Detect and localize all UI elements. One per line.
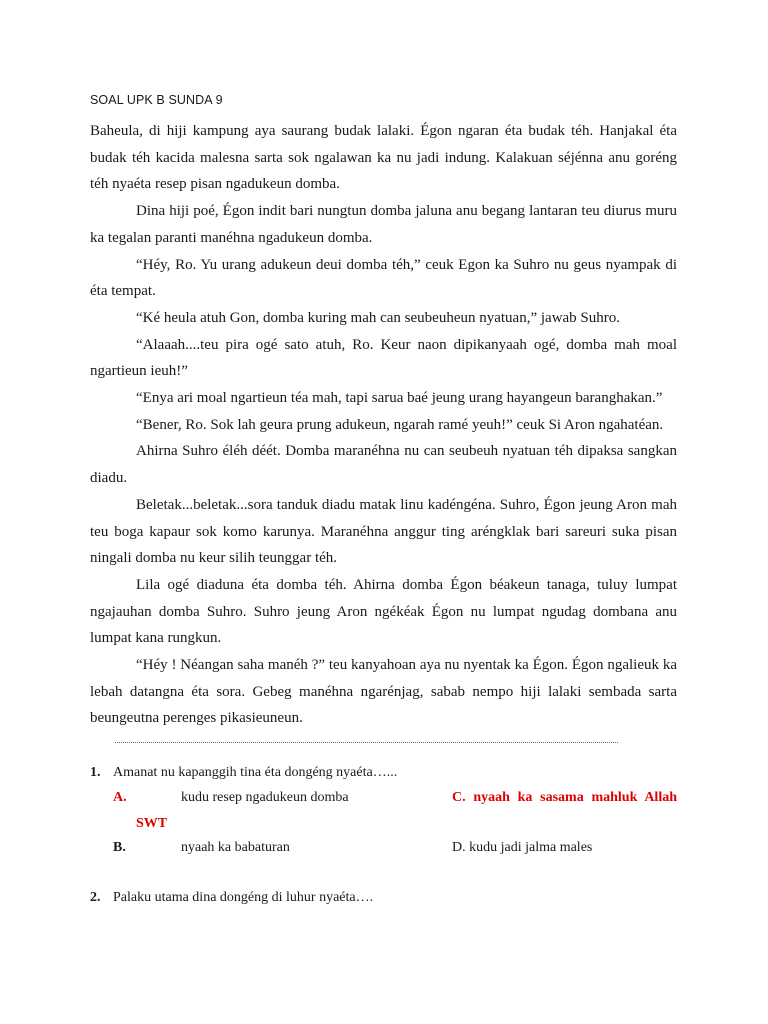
paragraph: “Alaaah....teu pira ogé sato atuh, Ro. Keur naon dipikanyaah ogé, domba mah moal ngartieun ieuh!” [90, 336, 677, 380]
paragraph: “Bener, Ro. Sok lah geura prung adukeun, ngarah ramé yeuh!” ceuk Si Aron ngahatéan. [136, 416, 664, 433]
option-b-letter: B. [113, 840, 126, 855]
paragraph: “Héy ! Néangan saha manéh ?” teu kanyahoan aya nu nyentak ka Égon. Égon ngalieuk ka lebah datangna éta sora. Gebeg manéhna ngarénjag, sabab nempo hiji lalaki sembada sarta beungeutna perenges pikasieuneun. [90, 657, 677, 727]
story-text [90, 118, 677, 732]
option-b-text: nyaah ka babaturan [181, 840, 290, 855]
question-number: 1. [90, 765, 101, 780]
paragraph: Dina hiji poé, Égon indit bari nungtun domba jaluna anu begang lantaran teu diurus muru ka tegalan paranti manéhna ngadukeun domba. [90, 203, 677, 246]
question-text: Palaku utama dina dongéng di luhur nyaéta…. [113, 890, 374, 905]
paragraph: “Enya ari moal ngartieun téa mah, tapi sarua baé jeung urang hayangeun baranghakan.” [136, 390, 663, 407]
option-a-letter: A. [113, 790, 127, 805]
paragraph: Lila ogé diaduna éta domba téh. Ahirna domba Égon béakeun tanaga, tuluy lumpat ngajauhan domba Suhro. Suhro jeung Aron ngékéak Égon nu lumpat ngudag dombana anu lumpat kana rungkun. [90, 576, 677, 647]
question-number: 2. [90, 890, 101, 905]
question-1 [90, 765, 397, 781]
paragraph: Beletak...beletak...sora tanduk diadu matak linu kadéngéna. Suhro, Égon jeung Aron mah teu boga kapaur sok komo karunya. Maranéhna anggur ting aréngklak bari sareuri suka pisan ningali domba nu keur silih teunggar téh. [90, 496, 677, 567]
paragraph: “Héy, Ro. Yu urang adukeun deui domba téh,” ceuk Egon ka Suhro nu geus nyampak di éta tempat. [90, 256, 677, 300]
option-c-text: C. nyaah ka sasama mahluk Allah [452, 790, 677, 805]
option-a-text: kudu resep ngadukeun domba [181, 790, 349, 805]
question-2 [90, 890, 373, 906]
paragraph: Ahirna Suhro éléh déét. Domba maranéhna nu can seubeuh nyatuan téh dipaksa sangkan diadu. [90, 443, 677, 487]
paragraph: “Ké heula atuh Gon, domba kuring mah can seubeuheun nyatuan,” jawab Suhro. [136, 309, 621, 326]
question-text: Amanat nu kapanggih tina éta dongéng nyaéta…... [113, 765, 398, 780]
dotted-separator [115, 742, 618, 743]
option-d-text: D. kudu jadi jalma males [452, 840, 593, 855]
paragraph: Baheula, di hiji kampung aya saurang budak lalaki. Égon ngaran éta budak téh. Hanjakal éta budak téh kacida malesna sarta sok ngalawan ka nu jadi indung. Kalakuan séjénna anu goréng téh nyaéta resep pisan ngadukeun domba. [90, 123, 677, 193]
document-heading: SOAL UPK B SUNDA 9 [90, 93, 223, 107]
option-c-text-continued: SWT [136, 816, 168, 831]
